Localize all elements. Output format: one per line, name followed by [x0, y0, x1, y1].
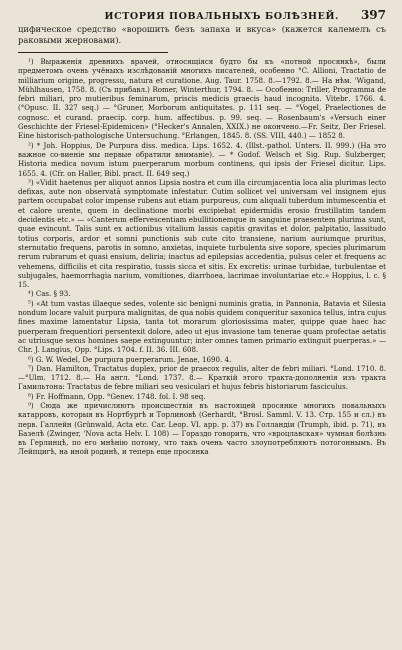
- main-text: цифическое средство «ворошить безъ запаха и вкуса» (кажется калемелъ съ раковыми жерновами).: [18, 24, 386, 45]
- footnote: ¹) Выраженія древнихъ врачей, относящіяся будто бы къ «потной просянкѣ», были предметомъ очень учёныхъ изслѣдованій многихъ писателей, особенно °C. Allioni, Tractatio de milliarium origine, progressu, natura et curatione. Aug. Taur. 1758. 8.—1792. 8.— На нѣм. 'Wigand, Mühlhausen, 1758. 8. (Съ прибавл.) Romer, Winterthur, 1794. 8. — Особенно: Triller, Programma de febri miliari, pro mutieribus feminarum, priscis medicis graecis haud incognita. Vitebг. 1766. 4. (°Opusc. II. 327 seq.) — °Gruner, Morborum antiquitates. p. 111 seq. — °Vogel, Praelectiones de cognosc. et curand. praecip. corp. hum. affectibus. p. 99. seq. — Rosenbaum's «Versuch einer Geschichte der Friesel-Epidemicen» (°Hecker's Annalen, XXIX.) не окончено.—Fr. Seitz, Der Friesel. Eine historisch-pathologische Untersuchung. °Erlangen, 1845. 8. (SS. VIII, 440.) — 1852 8.: [18, 57, 386, 141]
- footnote: ⁹) Сюда же причисляютъ происшествія въ настоящей просянке многихъ повальныхъ катарровъ, которыя въ Нортбургѣ и Торлиновѣ (Gerhardt, °Brosl. Samml. V. 13. Стр. 155 и сл.) въ перв. Галлейн (Grünwald, Acta etc. Car. Leop. VI. app. p. 37) въ Голландіи (Trumph, ibid. p. 71), въ Базелѣ (Zwinger, 'Nova acta Helv. I. 108) — Гораздо говорить, что «вроцлавская» чумная болѣзнь въ Герлинцѣ, по его мнѣнію потому, что такъ очень часто злоупотребляютъ потогоннымъ. Въ Лейпцигѣ, на иной родинѣ, и теперь еще просянка: [18, 400, 386, 457]
- footnote: ⁸) Fr. Hoffmann, Opp. °Genev. 1748. fol. I. 98 seq.: [28, 391, 206, 401]
- footnotes: [18, 57, 386, 457]
- footnote: ⁴) Cas. § 93.: [28, 289, 71, 299]
- footnote: ³) «Vidit haetenus per aliquot annos Lipsia nostra et cum illa circumjacentia loca alia plurimas lecto defixas, aute non observatā symptomate infestatur. Cutim sollicet vel universam vel insignem ejus partem occupabat color impense rubens aut etiam purpureus, cum aliquali tuberdum intumescentia et et calore urente, quem in declinatione morbi excipiebat epidermidis erosio frustillatim tandem decidentis etc.» — «Canterum effervescentiam ebullitionemque in sanguine praesentem plurima sunt, quae evincunt. Talis sunt ex actionibus vitalium lassis capitis gravitas et dolor, palpitatio, lassitudo totius corporis, ardor et somni punctionis sub cute cito transiene, narium auriumque pruritus, sternutatio frequens, parotis in somno, anxietas, inquiete turbulenta sive sopore, species plurimarum rerum rubrarum et quasi ensium, deliria; inactus ad epilepsias accedentia, pulsus celer et frequens ac vehemens, difficilis et cita respiratio, tussis sicca et sitis. Ex excretis: urinae turbidae, turbulentae et subjugales, haemorrhagia narium, vomitiones, diarrhoea, lacrimae involuntariae etc.» Hoppius, l. c. § 15.: [18, 177, 386, 290]
- footnote: ⁷) Dan. Hamilton, Tractatus duplex, prior de praecox regulis, alter de febri miliari. °Lond. 1710. 8.—°Ulm. 1712. 8.— На англ. °Lond. 1737. 8.— Краткій этого тракта-дополненія изъ тракта Гамильтона: Tractatus de febre miliari seu vesiculari et hujus febris historiarum fasciculus.: [18, 363, 386, 392]
- footnote: ²) * Joh. Hoppius, De Purpura diss. medica. Lips. 1652. 4. (Illst.-pathol. Unters. II. 999.) (На это важное со-виеніе мы первые обратили вниманіе). — * Godof. Welsch et Sig. Rup. Sulzberger, Historia medica novum istum puerperarum morbum continens, qui ipsis der Friesel dicitur. Lips. 1655. 4. (Cfr. on Haller, Bibl. pract. II. 649 seq.): [18, 140, 386, 178]
- footnote-separator: [18, 52, 168, 53]
- running-title: ИСТОРИЯ ПОВАЛЬНЫХЪ БОЛѢЗНЕЙ.: [104, 11, 339, 22]
- running-header: [18, 8, 386, 23]
- footnote: ⁶) G. W. Wedel, De purpura puerperarum. Jenae, 1690. 4.: [28, 354, 232, 364]
- footnote: ⁵) «At tum vastas illaeque sedes, volente sic benigni numinis gratia, in Pannonia, Batavia et Silesia nondum locare valuit purpura malignitas, de qua nobis quidem conqueritur saxonica tellus, intra cujus fines maxime lamentatur Lipsia, tanta tot morarum gloriosissima mater, quippe quae haec hac puerperam frequentiori persentexit dolore, adeo ut ejus invasione tam tenerae quam profectae aetatis ac utriusque sexus homines saepe extinguuntur; inter omnes tamen primario extinguit puerperas.» — Chr. J. Langius, Opp. °Lips. 1704. f. II. 36. III. 608.: [18, 298, 387, 355]
- page-number: 397: [360, 8, 386, 22]
